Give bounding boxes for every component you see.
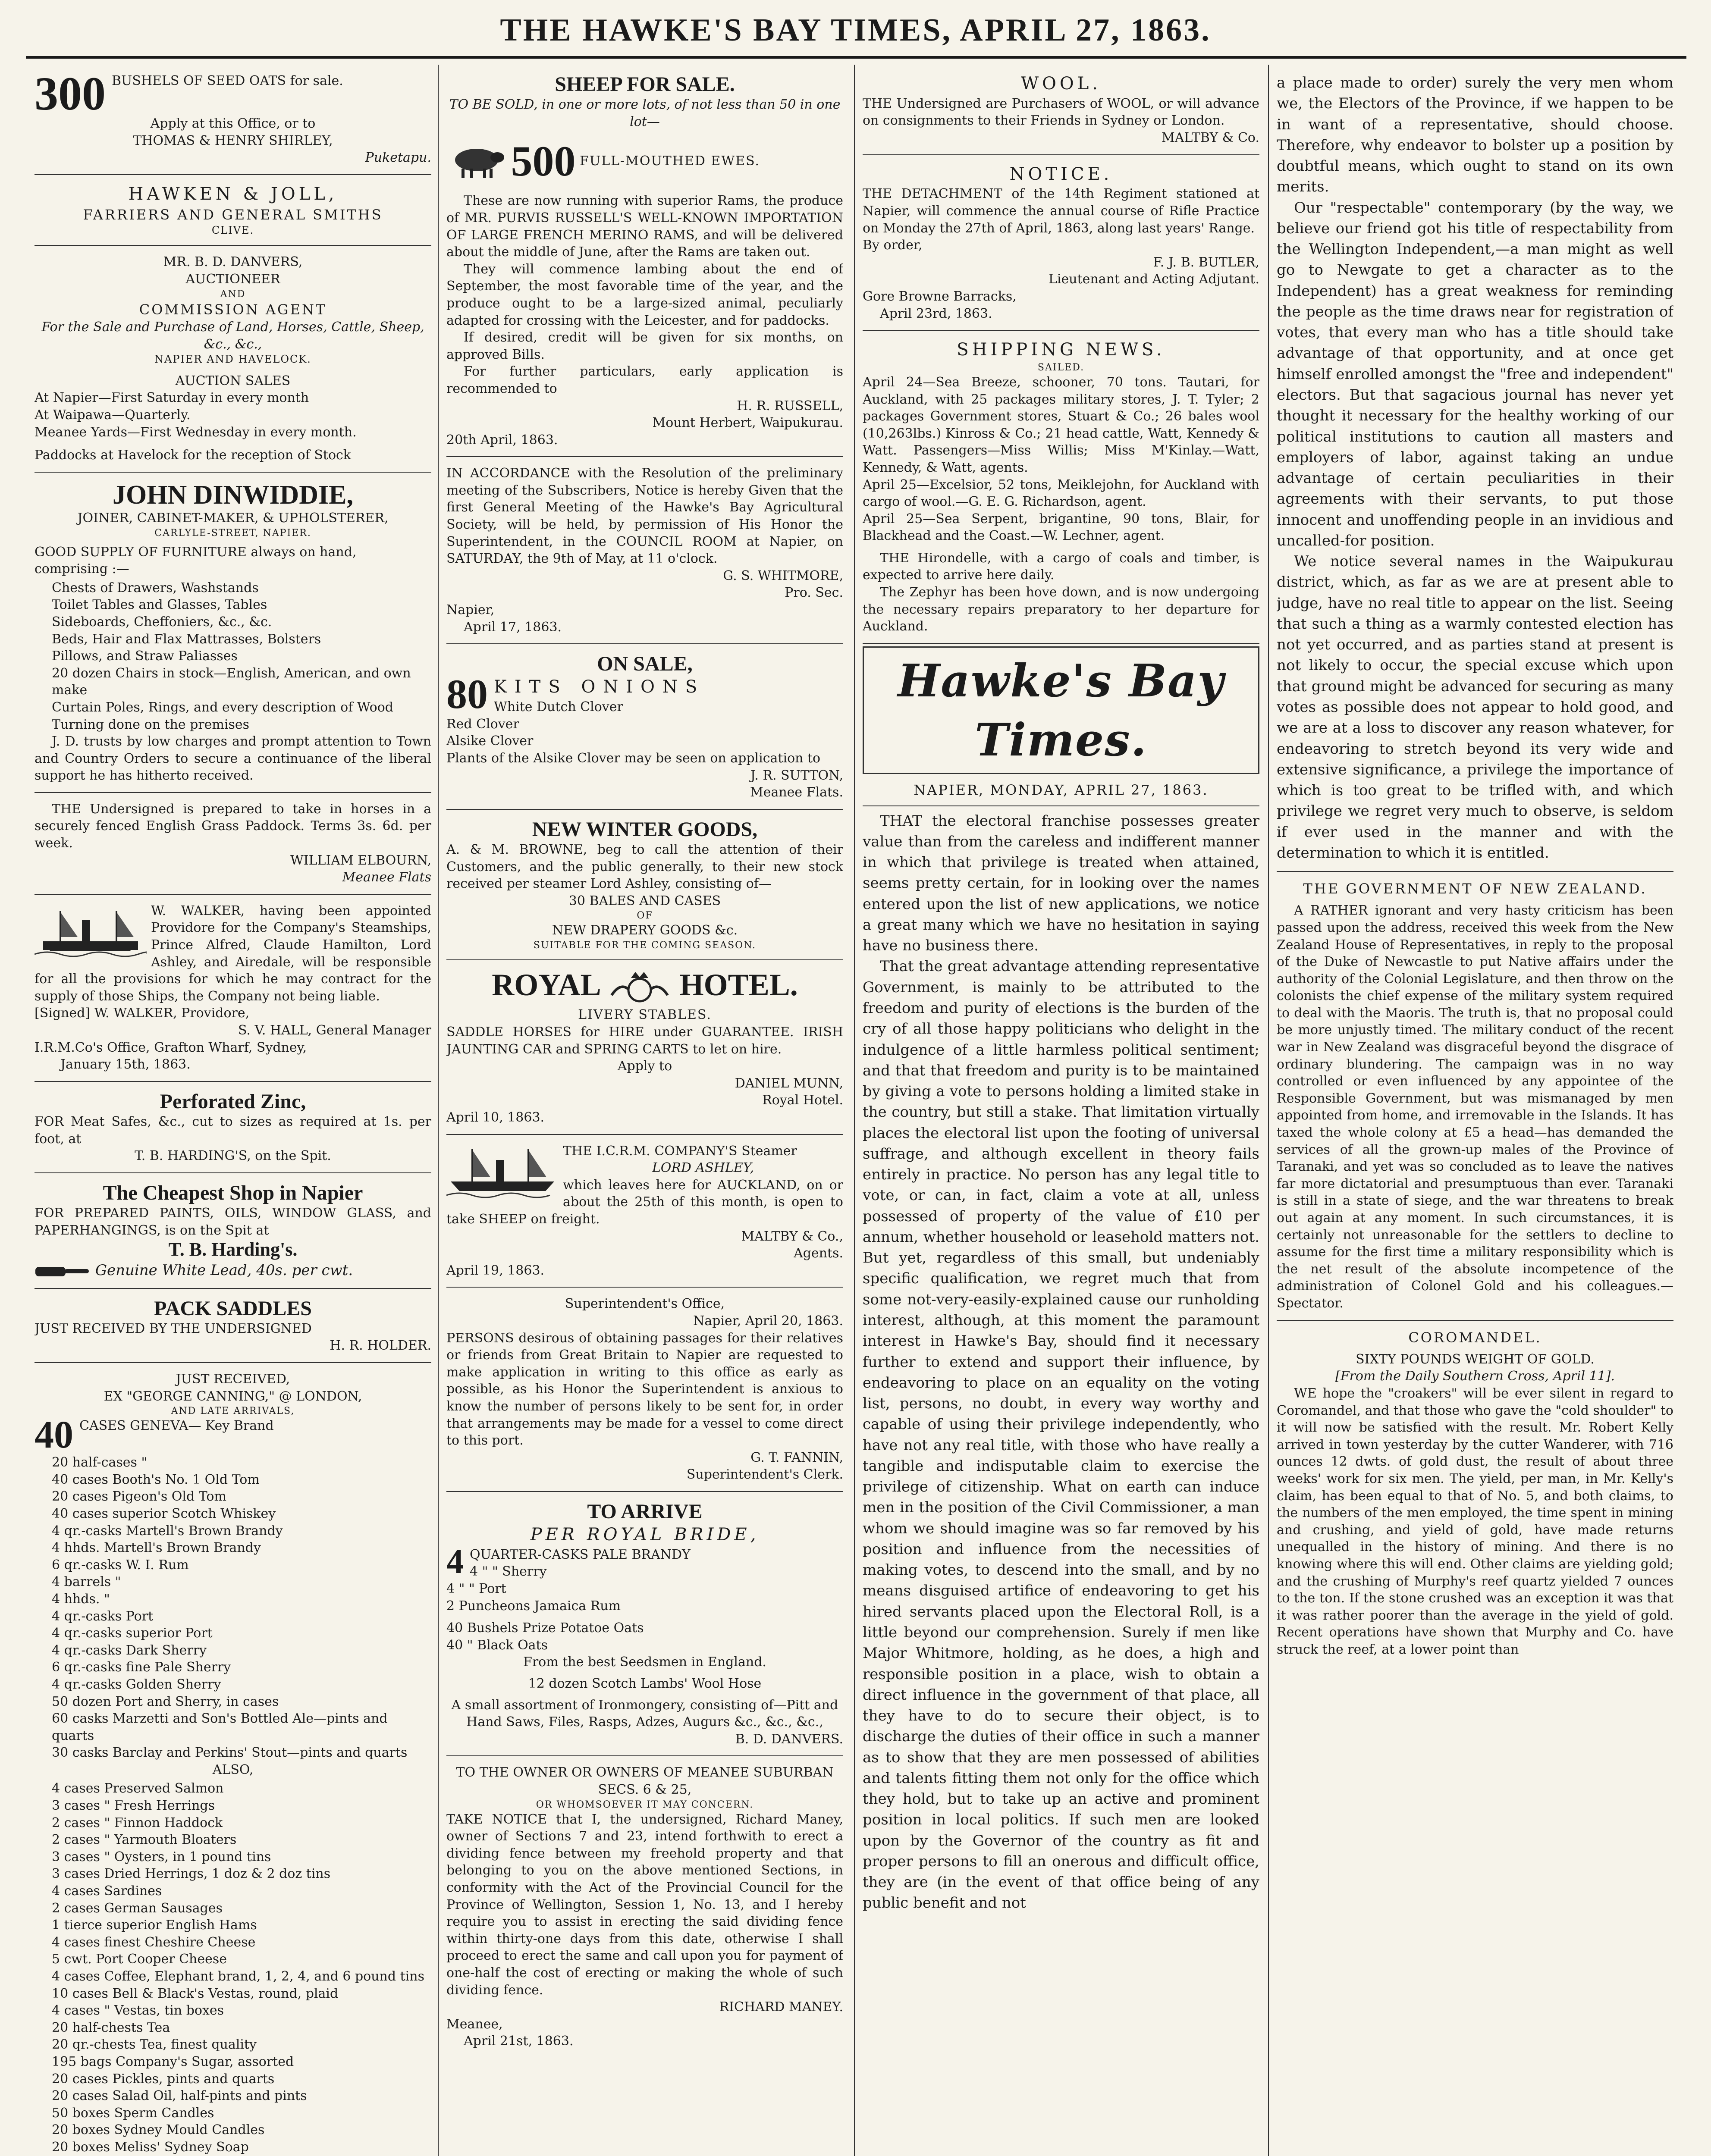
ad-place: Gore Browne Barracks,: [863, 288, 1017, 304]
list-item: 3 cases " Fresh Herrings: [52, 1798, 215, 1814]
ad-text: W. WALKER, having been appointed Providore for the Company's Steamships, Prince Alfred, Claude Hamilton, Lord Ashley, and Airedale, will be responsible for all the provisions for which he may contract for the supply of those Ships, the Company not being liable.: [35, 903, 431, 1004]
list-item: 4 " " Port: [446, 1581, 506, 1597]
ad-subtitle: ALSO,: [212, 1762, 254, 1777]
ad-title: SHEEP FOR SALE.: [555, 73, 735, 96]
ad-title: HOTEL.: [679, 967, 798, 1002]
ad-on-sale: [446, 644, 843, 810]
ad-signature: WILLIAM ELBOURN,: [290, 852, 431, 868]
column-3: [863, 65, 1259, 2156]
ad-place: I.R.M.Co's Office, Grafton Wharf, Sydney,: [35, 1040, 307, 1055]
ad-text: At Napier—First Saturday in every month: [35, 390, 309, 406]
list-item: 60 casks Marzetti and Son's Bottled Ale—pints and quarts: [52, 1711, 388, 1743]
ad-hawken-joll: [35, 175, 431, 246]
list-item: 4 " " Sherry: [470, 1564, 547, 1579]
ad-date: January 15th, 1863.: [60, 1057, 191, 1072]
goods-list: [35, 1454, 431, 1761]
list-item: 2 Puncheons Jamaica Rum: [446, 1598, 621, 1614]
ad-date: April 23rd, 1863.: [880, 306, 992, 321]
article-title: COROMANDEL.: [1408, 1329, 1542, 1346]
ad-signature: [Signed] W. WALKER, Providore,: [35, 1006, 250, 1021]
ad-wool: [863, 65, 1259, 155]
list-item: 20 cases Pickles, pints and quarts: [52, 2071, 275, 2087]
ad-place: Mount Herbert, Waipukurau.: [652, 415, 843, 431]
ad-signature: H. R. HOLDER.: [330, 1338, 431, 1354]
list-item: 2 cases German Sausages: [52, 1900, 223, 1916]
list-item: 40 " Black Oats: [446, 1637, 548, 1653]
list-item: 4 qr.-casks Golden Sherry: [52, 1677, 221, 1692]
ad-date: April 21st, 1863.: [464, 2034, 574, 2049]
list-item: 20 boxes Meliss' Sydney Soap: [52, 2139, 249, 2155]
ad-title: TO ARRIVE: [587, 1500, 703, 1523]
ad-place: Meanee Flats: [342, 870, 431, 885]
ad-text: PERSONS desirous of obtaining passages for their relatives or friends from Great Britain to Napier are requested to make application in writing to this office as early as possible, as his Honor the Superintendent is anxious to know the number of persons likely to be sent for, in order that arrangements may be made for a vessel to come direct to this port.: [446, 1330, 843, 1448]
ad-signature: MALTBY & Co.,: [741, 1228, 843, 1244]
ad-signature: G. T. FANNIN,: [750, 1450, 843, 1465]
list-item: 4 cases Preserved Salmon: [52, 1781, 224, 1796]
ad-role: Superintendent's Clerk.: [686, 1467, 843, 1482]
shipping-entry: April 24—Sea Breeze, schooner, 70 tons. Tautari, for Auckland, with 25 packages military stores, J. T. Tyler; 2 packages Government stores, Stuart & Co.; 26 bales wool (10,263lbs.) Kinross & Co.; 21 head cattle, Watt, Kennedy & Watt. Passengers—Miss Willis; Miss M'Kinlay.—Watt, Kennedy, & Watt, agents.: [863, 374, 1259, 475]
ad-lord-ashley: [446, 1135, 843, 1288]
ad-text: By order,: [863, 238, 923, 253]
ad-subtitle: LORD ASHLEY,: [652, 1160, 754, 1176]
ad-title: JOHN DINWIDDIE,: [112, 480, 354, 510]
list-item: 40 Bushels Prize Potatoe Oats: [446, 1620, 644, 1636]
list-item: 4 cases " Vestas, tin boxes: [52, 2003, 224, 2018]
ad-subtitle: TO BE SOLD, in one or more lots, of not less than 50 in one lot—: [449, 97, 841, 129]
list-item: 50 boxes Sperm Candles: [52, 2105, 214, 2121]
ad-dinwiddie: [35, 473, 431, 793]
ad-subtitle: COMMISSION AGENT: [139, 301, 327, 318]
ad-new-winter-goods: [446, 810, 843, 960]
sheep-icon: [446, 142, 507, 181]
ad-text: which leaves here for AUCKLAND, on or about the 25th of this month, is open to take SHEEP on freight.: [446, 1177, 843, 1227]
ad-text: They will commence lambing about the end of September, the most favorable time of the year, and the produce ought to be a large-sized animal, peculiarly adapted for crossing with the Leicester, and for paddocks.: [446, 261, 843, 328]
list-item: 20 boxes Sydney Mould Candles: [52, 2122, 265, 2138]
furniture-list: [35, 580, 431, 733]
list-item: 3 cases Dried Herrings, 1 doz & 2 doz tins: [52, 1866, 331, 1882]
page-header: THE HAWKE'S BAY TIMES, APRIL 27, 1863.: [500, 13, 1211, 48]
ad-title: WOOL.: [1021, 74, 1101, 94]
ad-title: Perforated Zinc,: [160, 1090, 306, 1113]
list-item: 20 qr.-chests Tea, finest quality: [52, 2037, 257, 2053]
ad-place: CARLYLE-STREET, NAPIER.: [154, 527, 311, 539]
shipping-entry: THE Hirondelle, with a cargo of coals and timber, is expected to arrive here daily.: [863, 550, 1259, 583]
ad-signature: F. J. B. BUTLER,: [1153, 254, 1259, 270]
ad-number: 80: [446, 671, 488, 718]
ad-title: NOTICE.: [1009, 164, 1113, 184]
pointing-hand-icon: [35, 1263, 91, 1280]
ad-pack-saddles: [35, 1289, 431, 1363]
editorial-paragraph: That the great advantage attending representative Government, is mainly to be attributed to the freedom and purity of elections is the burden of the cry of all those happy politicians who delight in the indulgence of a little harmless political sentiment; and that that freedom and purity is to be maintained by giving a vote to persons holding a limited stake in the country, but still a stake. That limitation virtually places the electoral list upon the footing of universal suffrage, and although excellent in theory fails entirely in practice. No person has any legal title to vote, or can, in fact, claim a vote at all, unless possessed of property of the value of £10 per annum, whether household or leasehold matters not. But yet, regardless of this small, but undeniably specific qualification, we regret much that from some not-very-easily-explained cause our runholding interest, although, at this moment the paramount interest in Hawke's Bay, should find it necessary further to extend and support their influence, by endeavoring to place on an equality on the voting list, persons, no doubt, in every way worthy and capable of using their privilege independently, who have not any real title, with those who have really a tangible and indisputable claim to exercise the privilege of citizenship. What on earth can induce men in the position of the Civil Commissioner, a man whom we should imagine was so far removed by his position and influence from the necessities of making votes, to descend into the small, and by no means disguised artifice of endeavoring to get his hired servants placed upon the Electoral Roll, is a little beyond our comprehension. Surely if men like Major Whitmore, holding, as he does, a high and responsible position in a place, wish to obtain a direct influence in the government of that place, all they have to do to secure their object, is to discharge the duties of their office in such a manner as to show that they are men possessed of abilities and talents fitting them not only for the office which they hold, but to take up an active and prominent position in local politics. If such men are looked upon by the Governor of the country as fit and proper persons to fill an onerous and difficult office, they are (in the event of that office being of any public benefit and not: [863, 958, 1259, 1912]
ad-date: April 19, 1863.: [446, 1263, 545, 1278]
list-item: 4 barrels ": [52, 1574, 121, 1590]
ad-title: PACK SADDLES: [154, 1297, 312, 1320]
ad-title: ON SALE,: [597, 652, 693, 676]
list-item: 20 half-cases ": [52, 1455, 148, 1470]
ad-text: AND LATE ARRIVALS,: [171, 1406, 295, 1417]
ad-agricultural-society: [446, 457, 843, 644]
list-item: Red Clover: [446, 716, 519, 732]
editorial: [863, 811, 1259, 1914]
ad-role: Royal Hotel.: [762, 1093, 843, 1108]
ad-text: For the Sale and Purchase of Land, Horses, Cattle, Sheep, &c., &c.,: [41, 319, 424, 352]
ad-superintendent-notice: [446, 1288, 843, 1492]
list-item: 4 hhds. Martell's Brown Brandy: [52, 1540, 261, 1556]
ad-subtitle: FARRIERS AND GENERAL SMITHS: [83, 206, 383, 223]
list-item: 2 cases " Finnon Haddock: [52, 1815, 223, 1830]
article-body: WE hope the "croakers" will be ever silent in regard to Coromandel, and that those who gave the "cold shoulder" to it will now be satisfied with the result. Mr. Robert Kelly arrived in town yesterday by the cutter Wanderer, with 716 ounces 12 dwts. of gold dust, the result of about three weeks' work for six men. The yield, per man, in Mr. Kelly's claim, has been equal to that of No. 5, and both claims, to the numbers of the men employed, the time spent in mining and crushing, and yield of gold, have made returns unequalled in the history of mining. And there is no knowing where this will end. Other claims are yielding gold; and the crushing of Murphy's reef quartz yielded 7 ounces to the ton. If the stone crushed was an exception it was that it was rather poorer than the average in the yield of gold. Recent operations have shown that Murphy and Co. have struck the reef, at a lower point than: [1277, 1386, 1673, 1657]
column-rule: [1268, 65, 1269, 2156]
ad-text: CASES GENEVA— Key Brand: [79, 1418, 274, 1434]
column-4: [1277, 65, 1673, 2156]
ad-text: FOR PREPARED PAINTS, OILS, WINDOW GLASS, and PAPERHANGINGS, is on the Spit at: [35, 1205, 431, 1238]
section-subtitle: SAILED.: [1037, 362, 1085, 373]
ad-elbourn: [35, 793, 431, 895]
ad-text: JUST RECEIVED BY THE UNDERSIGNED: [35, 1321, 312, 1336]
list-item: 4 hhds. ": [52, 1591, 110, 1607]
ad-signature: MALTBY & Co.: [1162, 130, 1259, 145]
shipping-news: [863, 331, 1259, 644]
ad-text: TAKE NOTICE that I, the undersigned, Richard Maney, owner of Sections 7 and 23, intend forthwith to erect a dividing fence between my freehold property and that belonging to you on the above mentioned Sections, in conformity with the Act of the Provincial Council for the Province of Wellington, Session 1, No. 13, and I hereby require you to assist in erecting the said dividing fence within thirty-one days from this date, otherwise I shall proceed to erect the same and call upon you for payment of one-half the cost of erecting or making the whole of such dividing fence.: [446, 1811, 843, 1998]
ad-place: Meanee Flats.: [750, 785, 843, 800]
ad-title: ROYAL: [492, 967, 600, 1002]
list-item: A small assortment of Ironmongery, consisting of—Pitt and Hand Saws, Files, Rasps, Adzes, Augurs &c., &c., &c.,: [451, 1697, 838, 1730]
ad-signature: H. R. RUSSELL,: [737, 398, 843, 414]
editorial-paragraph: Our "respectable" contemporary (by the way, we believe our friend got his title of respectability from the Wellington Independent,—a man might as well go to Newgate to get a character as to the Independent) has a great weakness for reminding the people as the time draws near for registration of votes, that every man who has a title should take advantage of that opportunity, and at once get himself enrolled amongst the "free and independent" electors. But that sagacious journal has never yet thought it necessary for the healthy working of our political institutions to caution all masters and employers of labor, against taking an undue advantage of certain peculiarities in their agreements with their servants, to put those innocent and unoffending people in an invidious and uncalled-for position.: [1277, 199, 1673, 549]
ad-title: The Cheapest Shop in Napier: [103, 1181, 363, 1204]
ad-title: MR. B. D. DANVERS,: [163, 254, 303, 270]
ad-signature: THOMAS & HENRY SHIRLEY,: [133, 133, 333, 148]
ad-meanee-notice: [446, 1756, 843, 2058]
ad-date: April 10, 1863.: [446, 1110, 545, 1125]
ad-subtitle: AUCTION SALES: [175, 373, 291, 389]
ad-cheapest-shop: [35, 1173, 431, 1289]
list-item: 6 qr.-casks fine Pale Sherry: [52, 1660, 231, 1675]
ad-signature: G. S. WHITMORE,: [723, 568, 843, 583]
list-item: 40 cases superior Scotch Whiskey: [52, 1506, 276, 1521]
ad-number: 300: [35, 67, 106, 120]
ad-text: BUSHELS OF SEED OATS for sale.: [112, 73, 343, 88]
ad-signature: T. B. HARDING'S, on the Spit.: [135, 1148, 331, 1164]
ad-signature: B. D. DANVERS.: [735, 1731, 843, 1747]
list-item: QUARTER-CASKS PALE BRANDY: [470, 1547, 691, 1562]
ad-subtitle: JOINER, CABINET-MAKER, & UPHOLSTERER,: [77, 510, 389, 526]
editorial-paragraph: a place made to order) surely the very men whom we, the Electors of the Province, if we happen to be in want of a representative, should choose. Therefore, why endeavor to bolster up a position by doubtful means, which ought to stand on its own merits.: [1277, 74, 1673, 196]
list-item: Plants of the Alsike Clover may be seen on application to: [446, 750, 821, 766]
header-rule: [26, 56, 1686, 59]
list-item: 4 cases Coffee, Elephant brand, 1, 2, 4, and 6 pound tins: [52, 1969, 424, 1984]
ad-text: AND: [220, 288, 246, 300]
list-item: 20 cases Salad Oil, half-pints and pints: [52, 2088, 307, 2104]
ad-royal-hotel: [446, 960, 843, 1135]
ad-signature: J. R. SUTTON,: [750, 768, 843, 783]
article-body: A RATHER ignorant and very hasty criticism has been passed upon the address, received this week from the New Zealand House of Representatives, in reply to the proposal of the Duke of Newcastle to put Native affairs under the authority of the Colonial Legislature, and then throw on the colonists the chief expense of the military system required to deal with the Maoris. The truth is, that no proposal could be more unjustly timed. The military conduct of the recent war in New Zealand was disgraceful beyond the disgrace of ordinary blundering. The campaign was in no way controlled or even influenced by any appointee of the Responsible Government, but was mismanaged by men appointed from home, and irremovable in the Islands. It has taxed the whole colony at £5 a head—has demanded the services of all the grown-up males of the Province of Taranaki, and yet was so concluded as to leave the natives far more dictatorial and presumptuous than ever. Taranaki is still in a state of siege, and the war threatens to break out again at any moment. In such circumstances, it is certainly not unreasonable for the settlers to decline to assume for the first time a military responsibility which is the net result of the absolute incompetence of the administration of Colonel Gold and his colleagues.—Spectator.: [1277, 903, 1673, 1311]
list-item: 50 dozen Port and Sherry, in cases: [52, 1694, 279, 1709]
list-item: 4 qr.-casks Port: [52, 1608, 154, 1624]
ad-text: IN ACCORDANCE with the Resolution of the preliminary meeting of the Subscribers, Notice is hereby Given that the first General Meeting of the Hawke's Bay Agricultural Society, will be held, by permission of His Honor the Superintendent, in the COUNCIL ROOM at Napier, on SATURDAY, the 9th of May, at 11 o'clock.: [446, 466, 843, 567]
royal-crest-icon: [607, 969, 672, 1006]
ad-role: Pro. Sec.: [785, 585, 843, 601]
ad-text: For further particulars, early application is recommended to: [446, 364, 843, 396]
ad-text: Apply at this Office, or to: [150, 116, 316, 131]
editorial-paragraph: We notice several names in the Waipukurau district, which, as far as we are at present able to judge, have no real title to appear on the list. Seeing that such a thing as a warmly contested election has not yet occurred, and as parties stand at present is not likely to occur, the special excuse which upon that ground might be advanced for securing as many votes as possible does not appear to hold good, and we are at a loss to discover any reason whatever, for endeavoring to stretch beyond its very wide and extensive significance, a privilege the importance of which is too great to be trifled with, and which privilege we regret very much to observe, is seldom if ever used in the manner and with the determination to which it is entitled.: [1277, 553, 1673, 862]
ad-text: Genuine White Lead, 40s. per cwt.: [95, 1261, 353, 1279]
ad-role: Lieutenant and Acting Adjutant.: [1049, 272, 1259, 287]
ad-seed-oats: [35, 65, 431, 175]
ad-title: THE I.C.R.M. COMPANY'S Steamer: [563, 1143, 797, 1159]
ad-place: Meanee,: [446, 2016, 503, 2032]
list-item: 20 cases Pigeon's Old Tom: [52, 1489, 226, 1504]
editorial-continued: [1277, 65, 1673, 872]
list-item: Curtain Poles, Rings, and every description of Wood Turning done on the premises: [52, 699, 393, 732]
goods-list: [35, 1780, 431, 2156]
ad-number: 40: [35, 1413, 73, 1457]
shipping-entry: The Zephyr has been hove down, and is now undergoing the necessary repairs preparatory to her departure for Auckland.: [863, 585, 1259, 634]
list-item: 4 qr.-casks Martell's Brown Brandy: [52, 1523, 283, 1539]
ad-subtitle: EX "GEORGE CANNING," @ LONDON,: [104, 1388, 362, 1404]
list-item: 1 tierce superior English Hams: [52, 1918, 257, 1933]
ad-text: OF: [637, 910, 653, 921]
column-rule: [854, 65, 855, 2156]
list-item: 5 cwt. Port Cooper Cheese: [52, 1952, 227, 1967]
list-item: 3 cases " Oysters, in 1 pound tins: [52, 1849, 271, 1865]
ad-text: THE DETACHMENT of the 14th Regiment stationed at Napier, will commence the annual course of Rifle Practice on Monday the 27th of April, 1863, along last years' Range.: [863, 186, 1259, 236]
ad-text: SADDLE HORSES for HIRE under GUARANTEE. IRISH JAUNTING CAR and SPRING CARTS to let on hire.: [446, 1025, 843, 1057]
shipping-entry: April 25—Sea Serpent, brigantine, 90 tons, Blair, for Blackhead and the Coast.—W. Lechner, agent.: [863, 511, 1259, 544]
ad-sheep-for-sale: [446, 65, 843, 457]
shipping-entry: April 25—Excelsior, 52 tons, Meiklejohn, for Auckland with cargo of wool.—G. E. G. Richardson, agent.: [863, 477, 1259, 510]
ad-text: Meanee Yards—First Wednesday in every month.: [35, 424, 357, 440]
article-source: [From the Daily Southern Cross, April 11].: [1335, 1369, 1615, 1384]
list-item: 20 half-chests Tea: [52, 2020, 170, 2035]
article-subtitle: SIXTY POUNDS WEIGHT OF GOLD.: [1356, 1351, 1595, 1367]
list-item: 20 dozen Chairs in stock—English, American, and own make: [52, 665, 411, 698]
steamship-icon: [446, 1143, 559, 1203]
ad-text: 30 BALES AND CASES: [568, 893, 721, 909]
steamship-icon: [35, 903, 147, 963]
ad-signature: S. V. HALL, General Manager: [238, 1023, 431, 1038]
ad-number: 4: [446, 1542, 464, 1581]
ad-text: NEW DRAPERY GOODS &c.: [552, 923, 738, 938]
list-item: Chests of Drawers, Washstands: [52, 580, 259, 595]
list-item: 4 cases Sardines: [52, 1883, 162, 1899]
ad-text: A. & M. BROWNE, beg to call the attention of their Customers, and the public generally, to their new stock received per steamer Lord Ashley, consisting of—: [446, 842, 843, 892]
issue-dateline: NAPIER, MONDAY, APRIL 27, 1863.: [863, 778, 1259, 806]
article-government: [1277, 872, 1673, 1320]
ad-text: These are now running with superior Rams, the produce of MR. PURVIS RUSSELL'S WELL-KNOWN IMPORTATION OF LARGE FRENCH MERINO RAMS, and will be delivered about the middle of June, after the Rams are taken out.: [446, 193, 843, 260]
list-item: 30 casks Barclay and Perkins' Stout—pints and quarts: [52, 1745, 408, 1761]
ad-text: THE Undersigned is prepared to take in horses in a securely fenced English Grass Paddock. Terms 3s. 6d. per week.: [35, 801, 431, 851]
ad-subtitle: PER ROYAL BRIDE,: [530, 1525, 760, 1545]
editorial-paragraph: THAT the electoral franchise possesses greater value than from the careless and indifferent manner in which that privilege is treated when attained, seems pretty certain, for in looking over the names entered upon the list of new applications, we notice a great many which we have no hesitation in saying have no business there.: [863, 812, 1259, 955]
ad-subtitle: KITS ONIONS: [494, 677, 705, 697]
ad-to-arrive: [446, 1492, 843, 1757]
list-item: From the best Seedsmen in England.: [523, 1655, 766, 1670]
column-2: [446, 65, 843, 2156]
ad-signature: RICHARD MANEY.: [719, 1999, 843, 2015]
list-item: 4 qr.-casks Dark Sherry: [52, 1642, 207, 1658]
list-item: Pillows, and Straw Paliasses: [52, 649, 238, 664]
section-title: SHIPPING NEWS.: [957, 340, 1165, 360]
ad-text: GOOD SUPPLY OF FURNITURE always on hand, comprising :—: [35, 544, 357, 577]
list-item: 4 qr.-casks superior Port: [52, 1626, 213, 1641]
ad-signature: DANIEL MUNN,: [735, 1075, 843, 1091]
list-item: Sideboards, Cheffoniers, &c., &c.: [52, 614, 272, 630]
list-item: Beds, Hair and Flax Mattrasses, Bolsters: [52, 631, 321, 647]
article-title: THE GOVERNMENT OF NEW ZEALAND.: [1303, 881, 1647, 897]
list-item: 10 cases Bell & Black's Vestas, round, plaid: [52, 1986, 339, 2001]
ad-text: FULL-MOUTHED EWES.: [580, 154, 760, 169]
ad-date: April 17, 1863.: [464, 619, 562, 635]
ad-number: 500: [511, 137, 576, 185]
list-item: 40 cases Booth's No. 1 Old Tom: [52, 1472, 260, 1487]
ad-rifle-notice: [863, 155, 1259, 331]
ad-role: Agents.: [794, 1246, 843, 1261]
ad-title: HAWKEN & JOLL,: [128, 184, 338, 204]
ad-text: At Waipawa—Quarterly.: [35, 407, 191, 423]
ad-text: FOR Meat Safes, &c., cut to sizes as required at 1s. per foot, at: [35, 1114, 431, 1147]
column-rule: [438, 65, 439, 2156]
ad-text: Paddocks at Havelock for the reception of Stock: [35, 448, 351, 463]
ad-text: SUITABLE FOR THE COMING SEASON.: [533, 940, 757, 951]
ad-sutton-goods: [35, 1363, 431, 2156]
ad-title: TO THE OWNER OR OWNERS OF MEANEE SUBURBAN SECS. 6 & 25,: [456, 1765, 834, 1797]
ad-date: Napier, April 20, 1863.: [693, 1313, 843, 1329]
ad-subtitle: LIVERY STABLES.: [578, 1007, 712, 1023]
ad-danvers: [35, 246, 431, 472]
ad-date: 20th April, 1863.: [446, 432, 558, 448]
ad-perforated-zinc: [35, 1082, 431, 1173]
ad-subtitle: OR WHOMSOEVER IT MAY CONCERN.: [536, 1799, 754, 1810]
ad-text: If desired, credit will be given for six months, on approved Bills.: [446, 330, 843, 362]
ad-text: Apply to: [617, 1059, 672, 1074]
ad-text: J. D. trusts by low charges and prompt attention to Town and Country Orders to secure a continuance of the liberal support he has hitherto received.: [35, 734, 431, 783]
list-item: White Dutch Clover: [494, 699, 623, 715]
list-item: Toilet Tables and Glasses, Tables: [52, 597, 267, 613]
list-item: 6 qr.-casks W. I. Rum: [52, 1557, 189, 1573]
ad-text: THE Undersigned are Purchasers of WOOL, or will advance on consignments to their Friends in Sydney or London.: [863, 96, 1259, 128]
article-coromandel: [1277, 1321, 1673, 1666]
ad-place: Superintendent's Office,: [565, 1296, 725, 1312]
ad-text: AUCTIONEER: [185, 272, 280, 287]
ad-walker: [35, 895, 431, 1082]
ad-place: Puketapu.: [365, 150, 431, 166]
list-item: 2 cases " Yarmouth Bloaters: [52, 1832, 237, 1848]
ad-title: NEW WINTER GOODS,: [532, 818, 758, 841]
ad-place: Napier,: [446, 602, 495, 618]
ad-place: NAPIER AND HAVELOCK.: [154, 353, 311, 366]
list-item: 12 dozen Scotch Lambs' Wool Hose: [528, 1676, 762, 1692]
list-item: 195 bags Company's Sugar, assorted: [52, 2054, 294, 2069]
list-item: Alsike Clover: [446, 733, 534, 749]
column-1: [35, 65, 431, 2156]
ad-place: CLIVE.: [211, 224, 254, 236]
list-item: 4 cases finest Cheshire Cheese: [52, 1934, 256, 1950]
newspaper-masthead: Hawke's Bay Times.: [863, 646, 1259, 774]
ad-signature: T. B. Harding's.: [168, 1239, 298, 1260]
ad-title: JUST RECEIVED,: [176, 1371, 290, 1387]
